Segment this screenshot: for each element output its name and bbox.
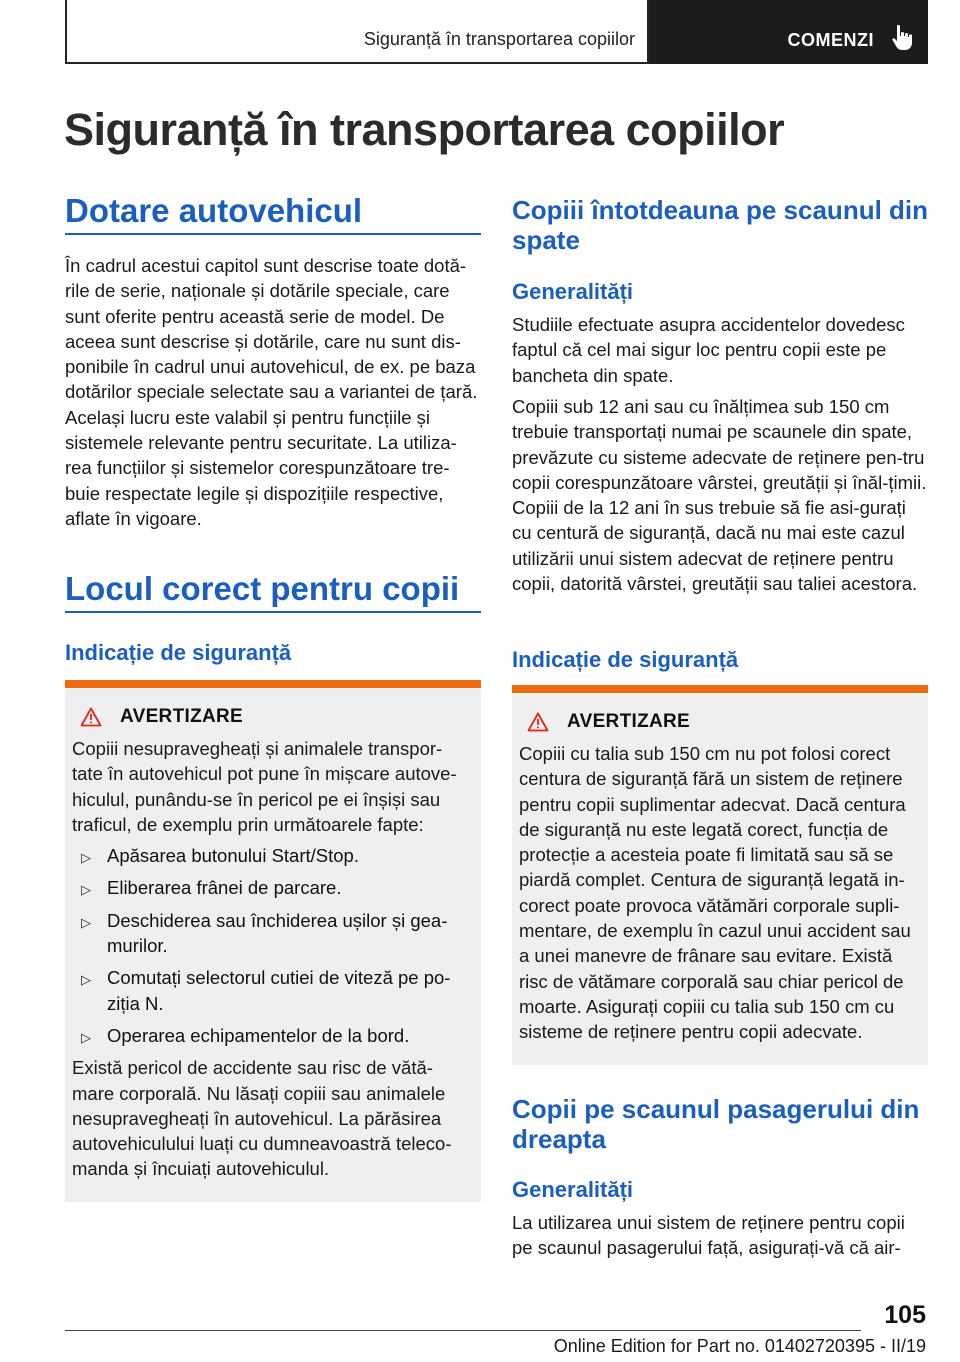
heading-dotare-autovehicul: Dotare autovehicul: [65, 192, 363, 229]
warning-box: [65, 680, 481, 1202]
header-section-label: COMENZI: [787, 30, 874, 50]
header-chapter-title: Siguranță în transportarea copiilor: [363, 29, 635, 49]
list-item: ▷ Comutați selectorul cutiei de viteză pe po-ziția N.: [81, 967, 451, 1014]
header-section-box: [649, 0, 928, 64]
warning-list: [72, 843, 471, 1048]
bullet-triangle-icon: ▷: [81, 972, 91, 988]
list-item: ▷ Eliberarea frânei de parcare.: [72, 875, 471, 900]
heading-indicatie-siguranta: Indicație de siguranță: [512, 647, 739, 672]
heading-generalitati: Generalități: [512, 279, 634, 304]
spate-paragraph-2: Copiii sub 12 ani sau cu înălțimea sub 150 cm trebuie transportați numai pe scaunele din spate, prevăzute cu sisteme adecvate de reținere pen-tru copii corespunzătoare vârstei, greutății și înăl-țimii. Copiii de la 12 ani în sus trebuie să fie asi-gurați cu centură de siguranță, dacă nu mai este cazul utilizării unui sistem adecvat de reținere pentru copii, datorită vârstei, greutății sau taliei acestora.: [512, 396, 927, 595]
bullet-triangle-icon: ▷: [81, 1029, 91, 1045]
heading-rule: [65, 611, 481, 613]
heading-copiii-spate: Copiii întotdeauna pe scaunul din spate: [512, 195, 929, 255]
warning-label: AVERTIZARE: [120, 706, 243, 727]
header-chapter-box: [65, 0, 649, 64]
heading-copii-pasager: Copii pe scaunul pasagerului din dreapta: [512, 1094, 920, 1154]
footer-rule: [65, 1330, 861, 1331]
page-header: [65, 0, 928, 64]
heading-rule: [65, 233, 481, 235]
spate-paragraph-1: Studiile efectuate asupra accidentelor dovedesc faptul că cel mai sigur loc pentru copii este pe bancheta din spate.: [512, 314, 905, 386]
list-item: ▷ Apăsarea butonului Start/Stop.: [72, 843, 471, 868]
bullet-triangle-icon: ▷: [81, 882, 91, 898]
footer-edition: Online Edition for Part no. 01402720395 - II/19: [553, 1336, 926, 1356]
pasager-paragraph-1: La utilizarea unui sistem de reținere pentru copii pe scaunul pasagerului față, asigurați-vă că air-: [512, 1212, 905, 1259]
warning-text: Copiii cu talia sub 150 cm nu pot folosi corect centura de siguranță fără un sistem de reținere pentru copii suplimentar adecvat. Dacă centura de siguranță nu este legată corect, funcția de protecție a acesteia poate fi limitată sau să se piardă complet. Centura de siguranță legată in-corect poate provoca vătămări corporale supli-mentare, de exemplu în cazul unui accident sau a unei manevre de frânare sau evitare. Există risc de vătămare corporală sau chiar pericol de moarte. Asigurați copiii cu talia sub 150 cm cu sisteme de reținere pentru copii adecvate.: [519, 743, 911, 1043]
page-number: 105: [884, 1301, 926, 1329]
warning-intro: Copiii nesupravegheați și animalele transpor-tate în autovehicul pot pune în mișcare autove-hiculul, punându-se în pericol pe ei înșiși sau traficul, de exemplu prin următoarele fapte:: [72, 738, 457, 835]
hand-pointer-icon: [888, 22, 918, 52]
heading-indicatie-siguranta: Indicație de siguranță: [65, 640, 292, 665]
bullet-triangle-icon: ▷: [81, 850, 91, 866]
heading-generalitati: Generalități: [512, 1177, 634, 1202]
list-item: ▷ Operarea echipamentelor de la bord.: [72, 1023, 471, 1048]
bullet-triangle-icon: ▷: [81, 914, 91, 930]
warning-triangle-icon: [80, 707, 102, 727]
list-item: ▷ Deschiderea sau închiderea ușilor și gea-murilor.: [81, 909, 448, 957]
warning-triangle-icon: [527, 712, 549, 732]
warning-header: [519, 709, 918, 735]
dotare-paragraph: În cadrul acestui capitol sunt descrise toate dotă-rile de serie, naționale și dotările speciale, care sunt oferite pentru această serie de model. De aceea sunt descrise și dotările, care nu sunt dis-ponibile în cadrul unui autovehicul, de ex. pe baza dotărilor speciale selectate sau a variantei de țară. Același lucru este valabil și pentru funcțiile și sistemele relevante pentru securitate. La utiliza-rea funcțiilor și sistemelor corespunzătoare tre-buie respectate legile și dispozițiile respective, aflate în vigoare.: [65, 255, 478, 529]
warning-outro: Există pericol de accidente sau risc de vătă-mare corporală. Nu lăsați copiii sau animalele nesupravegheați în autovehicul. La părăsirea autovehiculului luați cu dumneavoastră teleco-manda și încuiați autovehiculul.: [72, 1057, 452, 1180]
warning-box: [512, 685, 928, 1065]
warning-label: AVERTIZARE: [567, 711, 690, 732]
heading-locul-corect: Locul corect pentru copii: [65, 570, 460, 607]
page-title: Siguranță în transportarea copiilor: [64, 104, 785, 155]
warning-header: [72, 704, 471, 730]
